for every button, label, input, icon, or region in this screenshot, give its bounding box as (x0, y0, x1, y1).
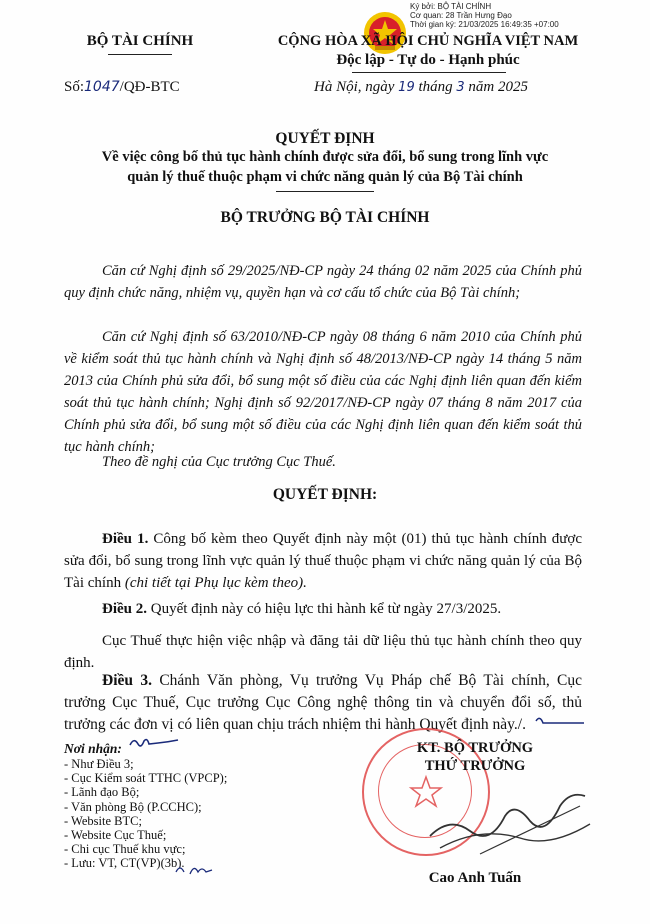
recipient-item: - Chi cục Thuế khu vực; (64, 842, 186, 857)
document-type: QUYẾT ĐỊNH (275, 130, 375, 147)
number-suffix: /QĐ-BTC (119, 79, 180, 95)
document-number (64, 79, 180, 96)
article-2-label: Điều 2. (102, 601, 147, 617)
subject-underline (276, 191, 374, 192)
recipients-heading: Nơi nhận: (64, 741, 122, 756)
issuing-authority: BỘ TRƯỞNG BỘ TÀI CHÍNH (220, 209, 430, 226)
recipient-item: - Văn phòng Bộ (P.CCHC); (64, 799, 202, 814)
place-date-label: Hà Nội, ngày (314, 79, 395, 95)
handwritten-tick-icon (534, 713, 586, 727)
article-3 (64, 670, 582, 736)
article-1-label: Điều 1. (102, 531, 149, 547)
signature-time: Thời gian ký: 21/03/2025 16:49:35 +07:00 (410, 20, 559, 29)
motto-underline (352, 72, 506, 73)
article-3-label: Điều 3. (102, 672, 152, 689)
preamble-paragraph-3: Theo đề nghị của Cục trưởng Cục Thuế. (102, 454, 336, 470)
recipient-item: - Như Điều 3; (64, 757, 134, 771)
article-1 (64, 528, 582, 594)
preamble-paragraph-1: Căn cứ Nghị định số 29/2025/NĐ-CP ngày 24 tháng 02 năm 2025 của Chính phủ quy định chức năng, nhiệm vụ, quyền hạn và cơ cấu tổ chức của Bộ Tài chính; (64, 263, 582, 301)
national-motto: Độc lập - Tự do - Hạnh phúc (336, 52, 520, 68)
signature-signer: Ký bởi: BỘ TÀI CHÍNH (410, 2, 492, 11)
preamble-paragraph-2: Căn cứ Nghị định số 63/2010/NĐ-CP ngày 08 tháng 6 năm 2010 của Chính phủ về kiểm soát thủ tục hành chính và Nghị định số 48/2013/NĐ-CP ngày 14 tháng 5 năm 2013 của Chính phủ sửa đổi, bổ sung một số điều của các Nghị định liên quan đến kiểm soát thủ tục hành chính; Nghị định số 92/2017/NĐ-CP ngày 07 tháng 8 năm 2017 của Chính phủ sửa đổi, bổ sung một số điều của các Nghị định liên quan đến kiểm soát thủ tục hành chính; (64, 329, 582, 455)
article-1-text: Công bố kèm theo Quyết định này một (01) thủ tục hành chính được sửa đổi, bổ sung trong lĩnh vực quản lý thuế thuộc phạm vi chức năng quản lý của Bộ Tài chính (64, 531, 582, 591)
subject-line-2: quản lý thuế thuộc phạm vi chức năng quản lý của Bộ Tài chính (127, 169, 523, 185)
subject-line-1: Về việc công bố thủ tục hành chính được sửa đổi, bổ sung trong lĩnh vực (101, 149, 549, 165)
handwritten-signature-icon (420, 776, 600, 866)
place-and-date (314, 79, 528, 96)
digital-signature-info (410, 2, 646, 29)
article-2-extra: Cục Thuế thực hiện việc nhập và đăng tải dữ liệu thủ tục hành chính theo quy định. (64, 633, 582, 671)
decision-heading: QUYẾT ĐỊNH: (272, 486, 378, 503)
recipient-item: - Website Cục Thuế; (64, 828, 167, 843)
recipient-item: - Lưu: VT, CT(VP)(3b). (64, 856, 185, 871)
recipient-list (64, 757, 227, 871)
month-handwritten: 3 (456, 80, 465, 95)
signatory-for-label: KT. BỘ TRƯỞNG (416, 740, 534, 756)
article-3-text: Chánh Văn phòng, Vụ trưởng Vụ Pháp chế Bộ Tài chính, Cục trưởng Cục Thuế, Cục trưởng Cục Công nghệ thông tin và chuyển đổi số, thủ trưởng các đơn vị có liên quan chịu trách nhiệm thi hành Quyết định này./. (64, 672, 583, 733)
month-label: tháng (418, 79, 453, 95)
recipient-item: - Lãnh đạo Bộ; (64, 785, 140, 800)
article-2-text: Quyết định này có hiệu lực thi hành kể từ ngày 27/3/2025. (150, 601, 502, 617)
recipient-item: - Cục Kiểm soát TTHC (VPCP); (64, 771, 228, 786)
recipient-item: - Website BTC; (64, 813, 142, 828)
initials-scribble-icon (128, 735, 180, 751)
signature-agency: Cơ quan: 28 Trần Hưng Đạo (410, 11, 512, 20)
handwritten-mark-icon (172, 860, 216, 878)
article-1-note: (chi tiết tại Phụ lục kèm theo). (124, 575, 307, 591)
article-2 (64, 598, 582, 620)
signatory-title: THỨ TRƯỞNG (424, 758, 526, 774)
number-prefix: Số: (64, 79, 85, 95)
signatory-name: Cao Anh Tuấn (428, 870, 522, 886)
country-name: CỘNG HÒA XÃ HỘI CHỦ NGHĨA VIỆT NAM (277, 33, 579, 49)
ministry-underline (108, 54, 172, 55)
number-handwritten: 1047 (84, 79, 120, 95)
year-label: năm 2025 (468, 79, 529, 95)
ministry-name: BỘ TÀI CHÍNH (86, 33, 194, 49)
day-handwritten: 19 (398, 80, 415, 95)
